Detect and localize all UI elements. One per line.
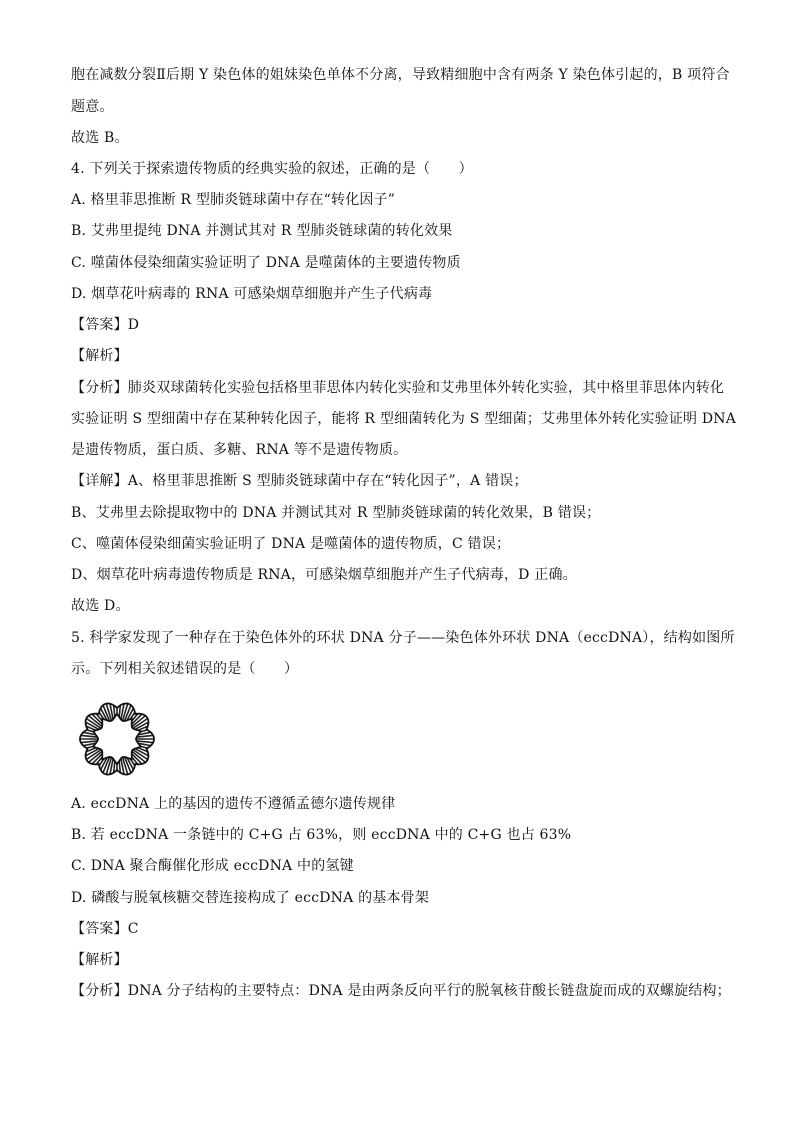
option-a: A. eccDNA 上的基因的遗传不遵循孟德尔遗传规律: [71, 796, 396, 812]
base-pair-rung: [137, 741, 154, 743]
text-line: 实验证明 S 型细菌中存在某种转化因子，能将 R 型细菌转化为 S 型细菌；艾弗里体外转化实验证明 DNA: [71, 411, 737, 427]
option-c: C. DNA 聚合酶催化形成 eccDNA 中的氢键: [71, 858, 354, 874]
option-b: B. 艾弗里提纯 DNA 并测试其对 R 型肺炎链球菌的转化效果: [71, 223, 453, 239]
answer-label: 【答案】D: [71, 317, 140, 333]
analysis-label: 【解析】: [71, 952, 128, 968]
text-line: 是遗传物质，蛋白质、多糖、RNA 等不是遗传物质。: [71, 442, 408, 458]
analysis-label: 【解析】: [71, 348, 128, 364]
option-b: B. 若 eccDNA 一条链中的 C+G 占 63%，则 eccDNA 中的 C+G 也占 63%: [71, 827, 572, 843]
eccdna-ring-figure: [72, 700, 162, 778]
text-line: 题意。: [71, 99, 114, 115]
text-line: D、烟草花叶病毒遗传物质是 RNA，可感染烟草细胞并产生子代病毒，D 正确。: [71, 567, 577, 583]
option-d: D. 烟草花叶病毒的 RNA 可感染烟草细胞并产生子代病毒: [71, 286, 433, 302]
option-d: D. 磷酸与脱氧核糖交替连接构成了 eccDNA 的基本骨架: [71, 890, 430, 906]
text-line: 胞在减数分裂Ⅱ后期 Y 染色体的姐妹染色单体不分离，导致精细胞中含有两条 Y 染色体引起的，B 项符合: [71, 67, 730, 83]
answer-label: 【答案】C: [71, 921, 139, 937]
question-5: 5. 科学家发现了一种存在于染色体外的环状 DNA 分子——染色体外环状 DNA（eccDNA），结构如图所: [71, 630, 735, 646]
text-line: 故选 D。: [71, 598, 130, 614]
dna-helix-ring: [80, 703, 154, 774]
base-pair-rung: [81, 741, 98, 743]
option-a: A. 格里菲思推断 R 型肺炎链球菌中存在“转化因子”: [71, 192, 396, 208]
text-line: 【分析】DNA 分子结构的主要特点：DNA 是由两条反向平行的脱氧核苷酸长链盘旋而成的双螺旋结构；: [71, 983, 731, 999]
text-line: 示。下列相关叙述错误的是（ ）: [71, 661, 299, 677]
option-c: C. 噬菌体侵染细菌实验证明了 DNA 是噬菌体的主要遗传物质: [71, 255, 461, 271]
base-pair-rung: [137, 735, 154, 737]
text-line: 【分析】肺炎双球菌转化实验包括格里菲思体内转化实验和艾弗里体外转化实验，其中格里菲思体内转化: [71, 380, 725, 396]
text-line: 故选 B。: [71, 130, 129, 146]
question-4: 4. 下列关于探索遗传物质的经典实验的叙述，正确的是（ ）: [71, 161, 473, 177]
base-pair-rung: [81, 735, 98, 737]
text-line: C、噬菌体侵染细菌实验证明了 DNA 是噬菌体的遗传物质，C 错误；: [71, 536, 511, 552]
text-line: 【详解】A、格里菲思推断 S 型肺炎链球菌中存在“转化因子”，A 错误；: [71, 473, 528, 489]
text-line: B、艾弗里去除提取物中的 DNA 并测试其对 R 型肺炎链球菌的转化效果，B 错误；: [71, 505, 601, 521]
